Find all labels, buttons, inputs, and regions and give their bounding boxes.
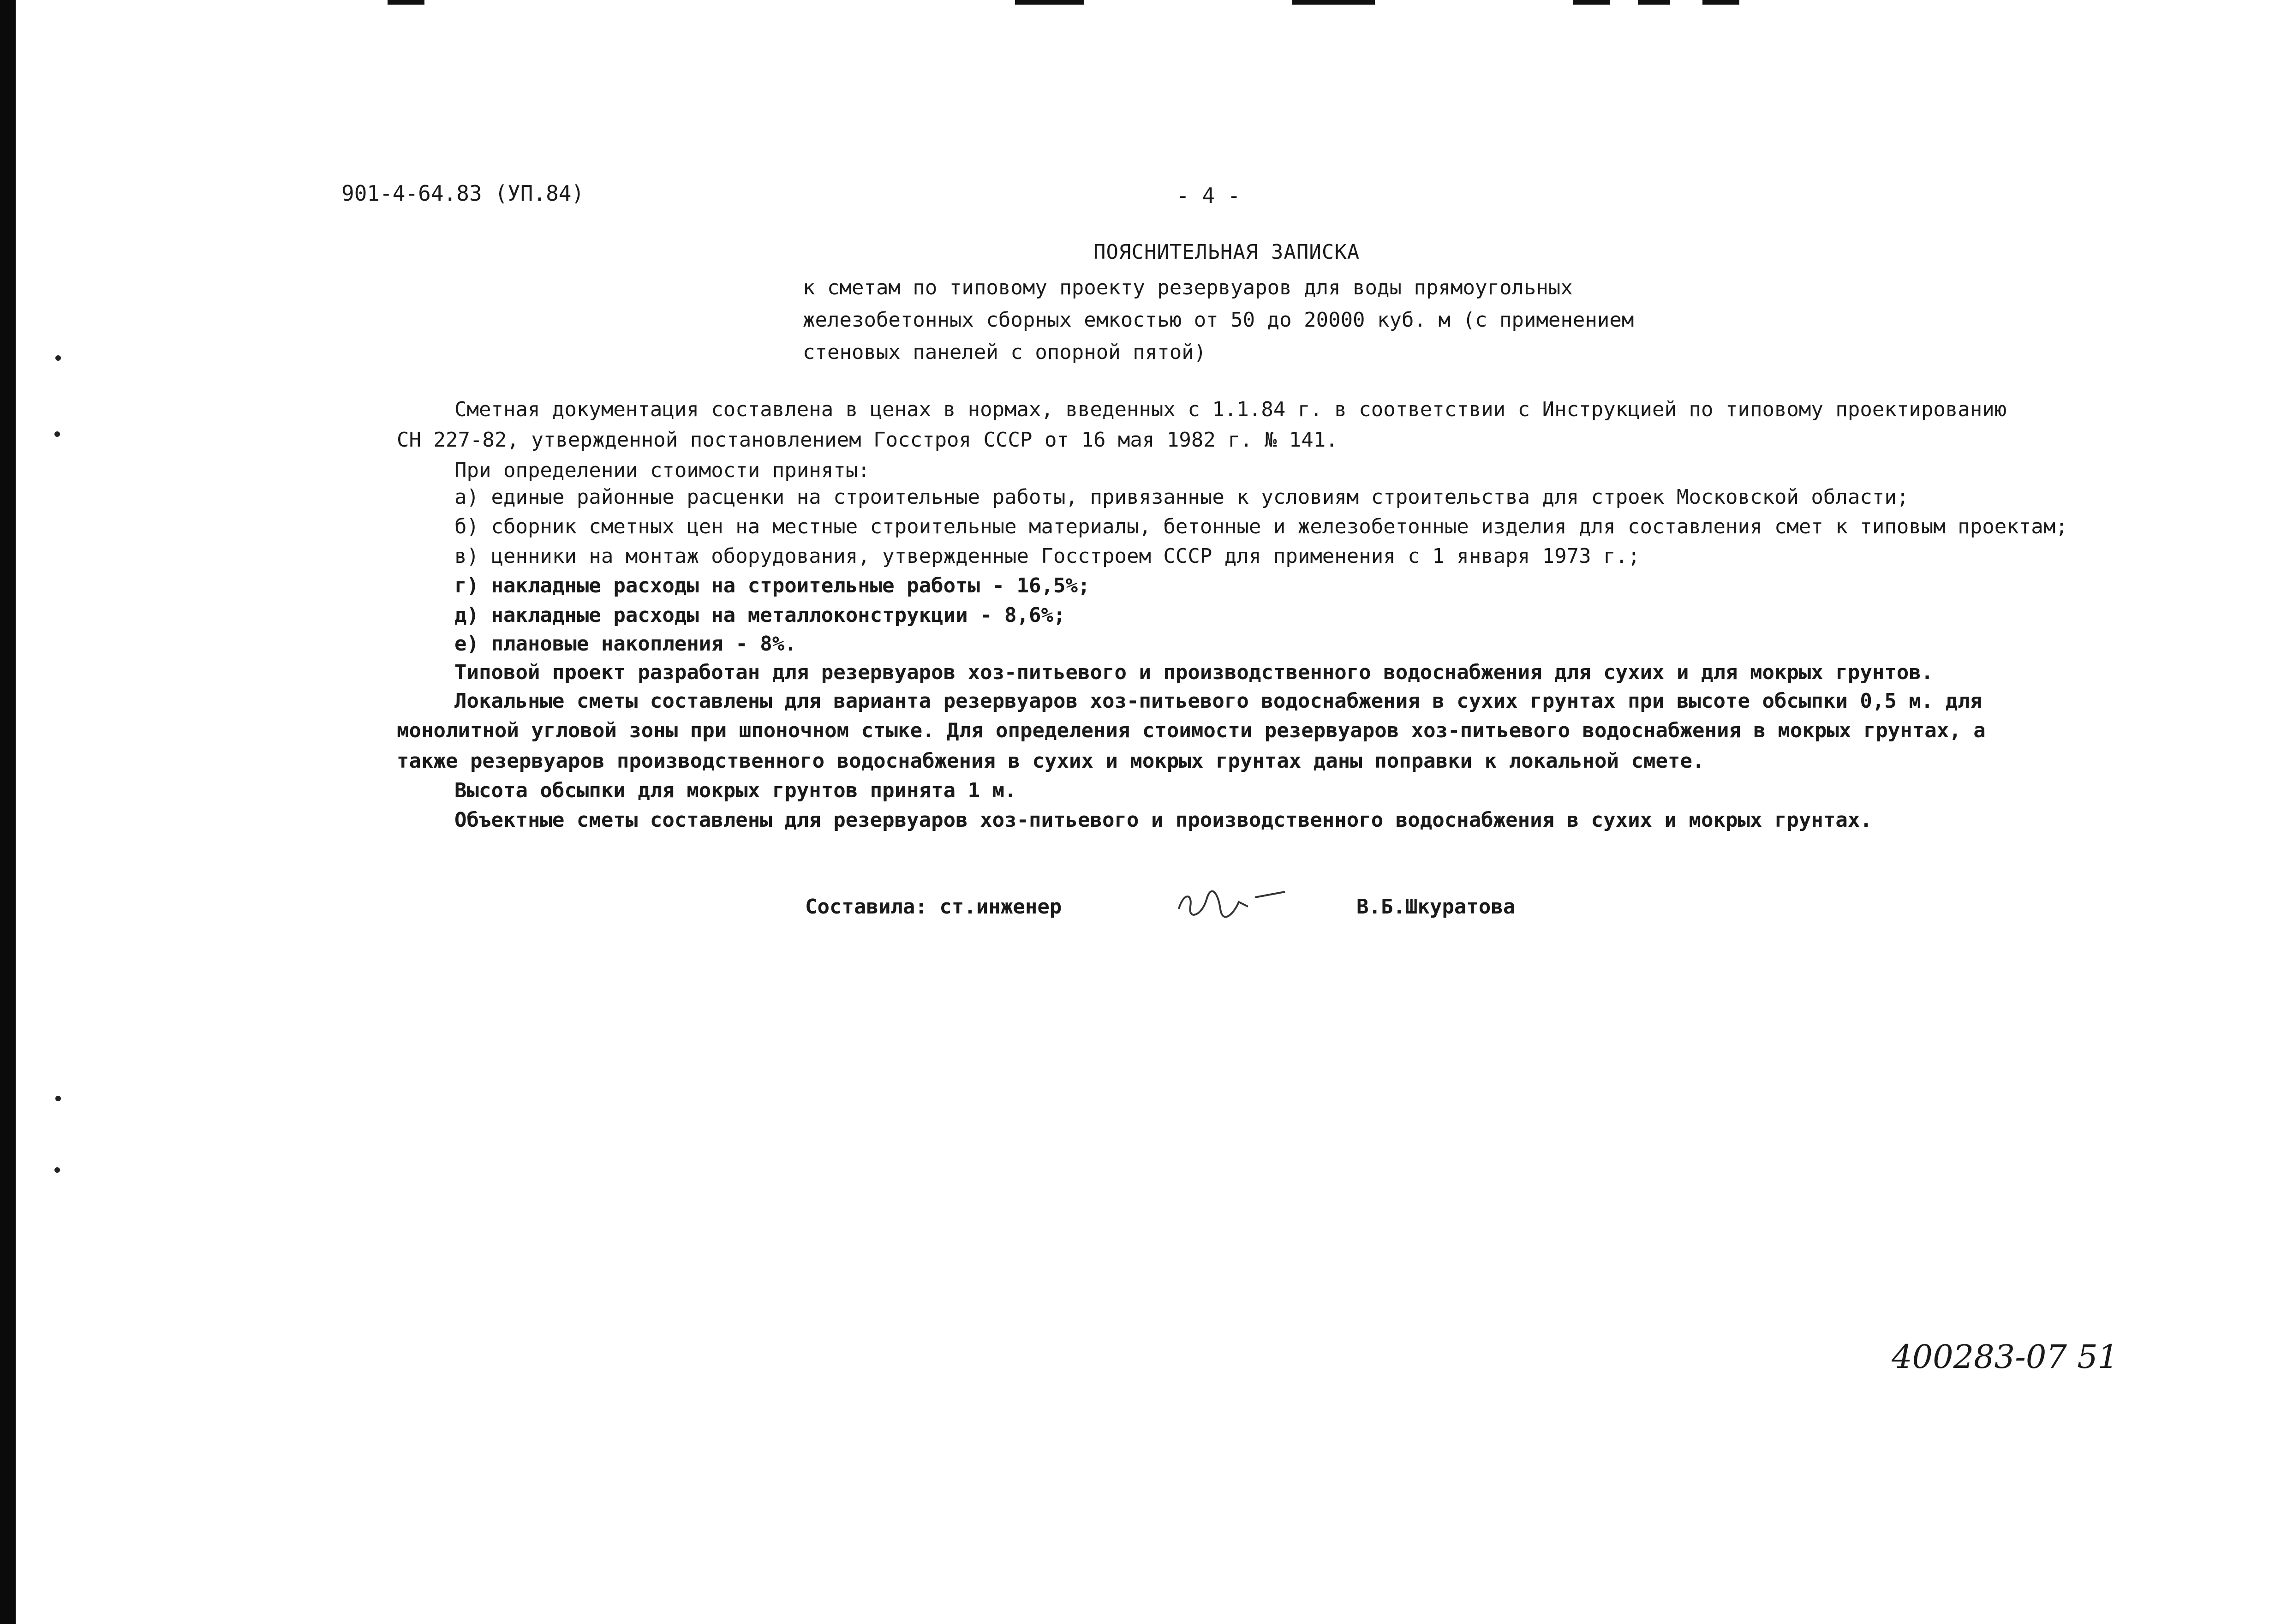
cost-item: е) плановые накопления - 8%. xyxy=(454,632,797,656)
top-scan-mark xyxy=(1638,0,1670,5)
punch-hole xyxy=(55,1096,61,1101)
cost-item: а) единые районные расценки на строительные работы, привязанные к условиям строительства для строек Московской области; xyxy=(454,485,1909,509)
subtitle-line: железобетонных сборных емкостью от 50 до 20000 куб. м (с применением xyxy=(803,308,1634,332)
punch-hole xyxy=(54,1167,60,1173)
cost-item: г) накладные расходы на строительные работы - 16,5%; xyxy=(454,574,1090,597)
handwritten-signature xyxy=(1174,884,1294,920)
local-estimate-paragraph-cont: также резервуаров производственного водоснабжения в сухих и мокрых грунтах даны поправки к локальной смете. xyxy=(397,749,1705,773)
left-scan-border xyxy=(0,0,16,1624)
page-number: - 4 - xyxy=(1176,183,1241,208)
intro-paragraph-cont: СН 227-82, утвержденной постановлением Госстроя СССР от 16 мая 1982 г. № 141. xyxy=(397,428,1338,452)
intro-paragraph: Сметная документация составлена в ценах в нормах, введенных с 1.1.84 г. в соответствии с Инструкцией по типовому проектированию xyxy=(454,398,2007,421)
signature-label: Составила: ст.инженер xyxy=(805,895,1062,919)
top-scan-mark xyxy=(388,0,424,5)
punch-hole xyxy=(55,355,61,361)
document-title: ПОЯСНИТЕЛЬНАЯ ЗАПИСКА xyxy=(1093,240,1360,264)
local-estimate-paragraph-cont: монолитной угловой зоны при шпоночном стыке. Для определения стоимости резервуаров хоз-питьевого водоснабжения в мокрых грунтах, а xyxy=(397,719,1986,742)
local-estimate-paragraph: Локальные сметы составлены для варианта резервуаров хоз-питьевого водоснабжения в сухих грунтах при высоте обсыпки 0,5 м. для xyxy=(454,689,1982,713)
subtitle-line: стеновых панелей с опорной пятой) xyxy=(803,340,1206,364)
cost-item: б) сборник сметных цен на местные строительные материалы, бетонные и железобетонные изделия для составления смет к типовым проектам; xyxy=(454,515,2068,538)
cost-item: д) накладные расходы на металлоконструкции - 8,6%; xyxy=(454,603,1066,627)
object-estimate-paragraph: Объектные сметы составлены для резервуаров хоз-питьевого и производственного водоснабжения в сухих и мокрых грунтах. xyxy=(454,808,1872,832)
punch-hole xyxy=(54,431,60,437)
top-scan-mark xyxy=(1015,0,1084,5)
top-scan-mark xyxy=(1702,0,1739,5)
top-scan-mark xyxy=(1292,0,1375,5)
backfill-height-paragraph: Высота обсыпки для мокрых грунтов принята 1 м. xyxy=(454,779,1017,802)
archive-number: 400283-07 51 xyxy=(1892,1338,2119,1376)
subtitle-line: к сметам по типовому проекту резервуаров для воды прямоугольных xyxy=(803,276,1573,299)
design-paragraph: Типовой проект разработан для резервуаров хоз-питьевого и производственного водоснабжения для сухих и для мокрых грунтов. xyxy=(454,661,1934,684)
document-code: 901-4-64.83 (УП.84) xyxy=(341,181,585,206)
top-scan-mark xyxy=(1573,0,1610,5)
signature-name: В.Б.Шкуратова xyxy=(1356,895,1516,919)
cost-item: в) ценники на монтаж оборудования, утвержденные Госстроем СССР для применения с 1 января 1973 г.; xyxy=(454,544,1640,568)
cost-heading: При определении стоимости приняты: xyxy=(454,459,870,482)
